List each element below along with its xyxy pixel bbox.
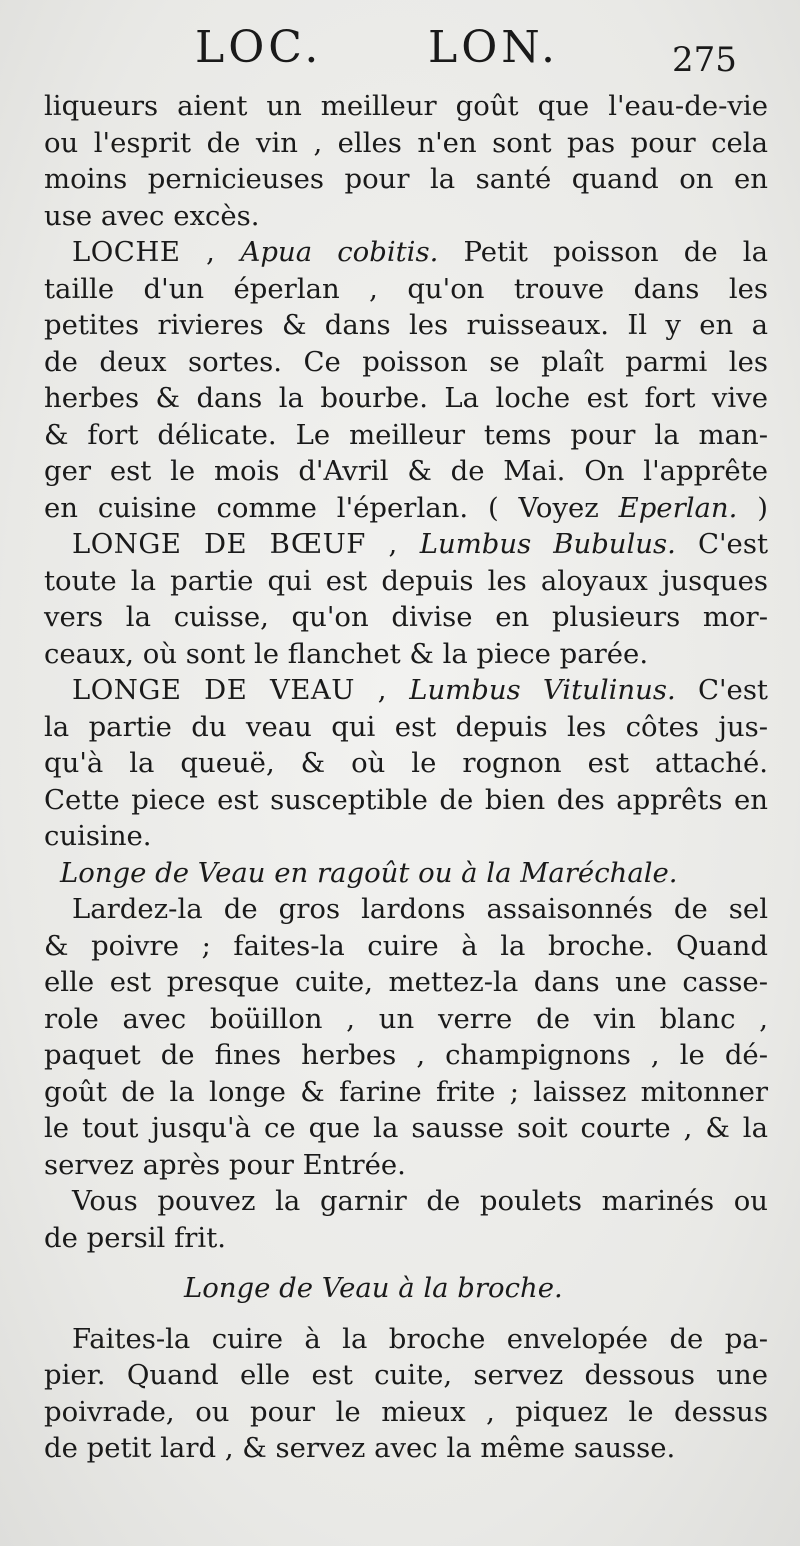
text-line: servez après pour Entrée.	[44, 1148, 406, 1181]
text-line: de persil frit.	[44, 1221, 226, 1254]
text-segment: C'est	[697, 528, 768, 560]
text-line: use avec excès.	[44, 199, 260, 232]
text-line: le tout jusqu'à ce que la sausse soit courte , & la	[44, 1112, 768, 1144]
text-line: & poivre ; faites-la cuire à la broche. Quand	[44, 929, 768, 962]
text-line: elle est presque cuite, mettez-la dans une casse-	[44, 966, 768, 998]
text-line: & fort délicate. Le meilleur tems pour la man-	[44, 418, 768, 451]
text-line: role avec boüillon , un verre de vin blanc ,	[44, 1002, 768, 1035]
running-header	[0, 22, 800, 82]
body-text	[44, 88, 768, 1467]
text-line: Vous pouvez la garnir de poulets marinés ou	[72, 1185, 768, 1217]
latin-name: Apua cobitis.	[240, 236, 439, 268]
text-line: petites rivieres & dans les ruisseaux. Il y en a	[44, 309, 768, 341]
text-line: goût de la longe & farine frite ; laissez mitonner	[44, 1075, 768, 1108]
header-left: LOC.	[195, 22, 323, 73]
text-line: cuisine.	[44, 820, 152, 852]
text-line: ger est le mois d'Avril & de Mai. On l'apprête	[44, 455, 768, 487]
text-line: pier. Quand elle est cuite, servez dessous une	[44, 1359, 768, 1391]
latin-name: Lumbus Vitulinus.	[409, 674, 676, 706]
text-line: herbes & dans la bourbe. La loche est fort vive	[44, 382, 768, 414]
text-segment: en cuisine comme l'éperlan. ( Voyez	[44, 491, 599, 524]
recipe-heading: Longe de Veau à la broche.	[184, 1272, 563, 1304]
text-line: moins pernicieuses pour la santé quand on en	[44, 163, 768, 195]
entry-longe-boeuf	[44, 526, 768, 563]
entry-headword: LONGE DE BŒUF ,	[72, 528, 398, 560]
text-line: vers la cuisse, qu'on divise en plusieurs mor-	[44, 601, 768, 633]
cross-reference: Eperlan.	[618, 491, 738, 524]
text-segment: Petit poisson de la	[463, 236, 769, 268]
text-line: ceaux, où sont le flanchet & la piece parée.	[44, 637, 649, 670]
entry-headword: LOCHE ,	[72, 236, 216, 268]
text-line: qu'à la queuë, & où le rognon est attaché.	[44, 747, 768, 779]
recipe-heading: Longe de Veau en ragoût ou à la Maréchale.	[60, 856, 678, 889]
entry-longe-veau	[44, 672, 768, 709]
text-line: la partie du veau qui est depuis les côtes jus-	[44, 710, 768, 743]
entry-loche	[44, 234, 768, 271]
text-line: liqueurs aient un meilleur goût que l'eau-de-vie	[44, 90, 768, 122]
header-right: LON.	[428, 22, 559, 73]
text-segment: C'est	[697, 674, 768, 706]
text-line: Cette piece est susceptible de bien des apprêts en	[44, 783, 768, 816]
text-line: de deux sortes. Ce poisson se plaît parmi les	[44, 345, 768, 378]
text-line: taille d'un éperlan , qu'on trouve dans les	[44, 272, 768, 305]
text-segment: )	[757, 491, 768, 524]
text-line: de petit lard , & servez avec la même sausse.	[44, 1432, 676, 1464]
text-line: paquet de fines herbes , champignons , le dé-	[44, 1039, 768, 1071]
text-line: poivrade, ou pour le mieux , piquez le dessus	[44, 1395, 768, 1428]
latin-name: Lumbus Bubulus.	[419, 528, 676, 560]
text-line: toute la partie qui est depuis les aloyaux jusques	[44, 564, 768, 597]
entry-headword: LONGE DE VEAU ,	[72, 674, 387, 706]
text-line: Lardez-la de gros lardons assaisonnés de sel	[72, 893, 768, 925]
text-line: Faites-la cuire à la broche envelopée de pa-	[72, 1322, 768, 1355]
text-line	[44, 490, 768, 527]
text-line: ou l'esprit de vin , elles n'en sont pas pour cela	[44, 126, 768, 159]
page-number: 275	[672, 40, 737, 80]
